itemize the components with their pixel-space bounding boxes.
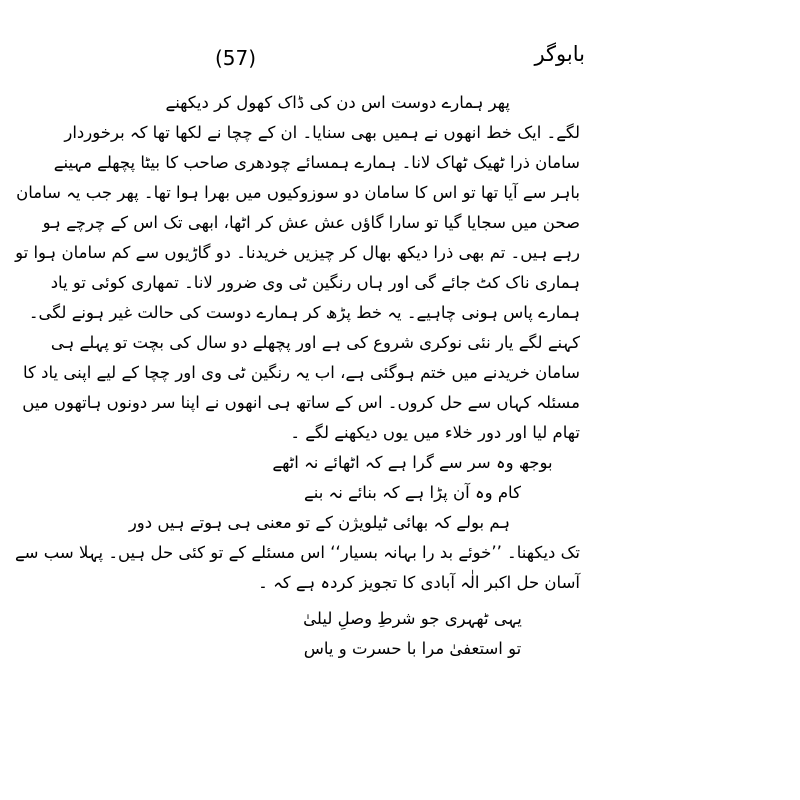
text-line: ہماری ناک کٹ جائے گی اور ہاں رنگین ٹی وی ضرور لانا۔ تمھاری کوئی تو یاد	[50, 273, 580, 292]
verse-line: یہی ٹھہری جو شرطِ وصلِ لیلیٰ	[303, 609, 522, 628]
text-line: ہمارے پاس ہونی چاہیے۔ یہ خط پڑھ کر ہمارے دوست کی حالت غیر ہونے لگی۔	[28, 303, 580, 322]
body-text	[14, 88, 580, 664]
text-line: سامان خریدنے میں ختم ہوگئی ہے، اب یہ رنگین ٹی وی اور چچا کے لیے اپنی یاد کا	[23, 363, 580, 382]
verse-line: بوجھ وہ سر سے گرا ہے کہ اٹھائے نہ اٹھے	[272, 453, 553, 472]
page-header	[205, 42, 585, 76]
verse-line: کام وہ آن پڑا ہے کہ بنائے نہ بنے	[304, 483, 521, 502]
text-line: تک دیکھنا۔ ’’خوئے بد را بہانہ بسیار‘‘ اس مسئلے کے تو کئی حل ہیں۔ پہلا سب سے	[14, 543, 580, 562]
page-number: (57)	[215, 46, 257, 70]
text-line: رہے ہیں۔ تم بھی ذرا دیکھ بھال کر چیزیں خریدنا۔ دو گاڑیوں سے کم سامان ہوا تو	[15, 243, 580, 262]
running-title: بابوگر	[534, 42, 585, 66]
text-line: ہم بولے کہ بھائی ٹیلویژن کے تو معنی ہی ہوتے ہیں دور	[128, 513, 510, 532]
text-line: صحن میں سجایا گیا تو سارا گاؤں عش عش کر اٹھا، ابھی تک اس کے چرچے ہو	[42, 213, 580, 232]
text-line: تھام لیا اور دور خلاء میں یوں دیکھنے لگے ۔	[290, 423, 580, 442]
text-line: کہنے لگے یار نئی نوکری شروع کی ہے اور پچھلے دو سال کی بچت تو پہلے ہی	[50, 333, 580, 352]
text-line: لگے۔ ایک خط انھوں نے ہمیں بھی سنایا۔ ان کے چچا نے لکھا تھا کہ برخوردار	[64, 123, 580, 142]
text-line: آسان حل اکبر الٰہ آبادی کا تجویز کردہ ہے کہ ۔	[258, 573, 580, 592]
text-line: باہر سے آیا تھا تو اس کا سامان دو سوزوکیوں میں بھرا ہوا تھا۔ پھر جب یہ سامان	[16, 183, 580, 202]
text-line: مسئلہ کہاں سے حل کروں۔ اس کے ساتھ ہی انھوں نے اپنا سر دونوں ہاتھوں میں	[22, 393, 580, 412]
verse-line: تو استعفیٰ مرا با حسرت و یاس	[303, 639, 522, 658]
text-line: سامان ذرا ٹھیک ٹھاک لانا۔ ہمارے ہمسائے چودھری صاحب کا بیٹا پچھلے مہینے	[53, 153, 580, 172]
text-line: پھر ہمارے دوست اس دن کی ڈاک کھول کر دیکھنے	[165, 93, 510, 112]
